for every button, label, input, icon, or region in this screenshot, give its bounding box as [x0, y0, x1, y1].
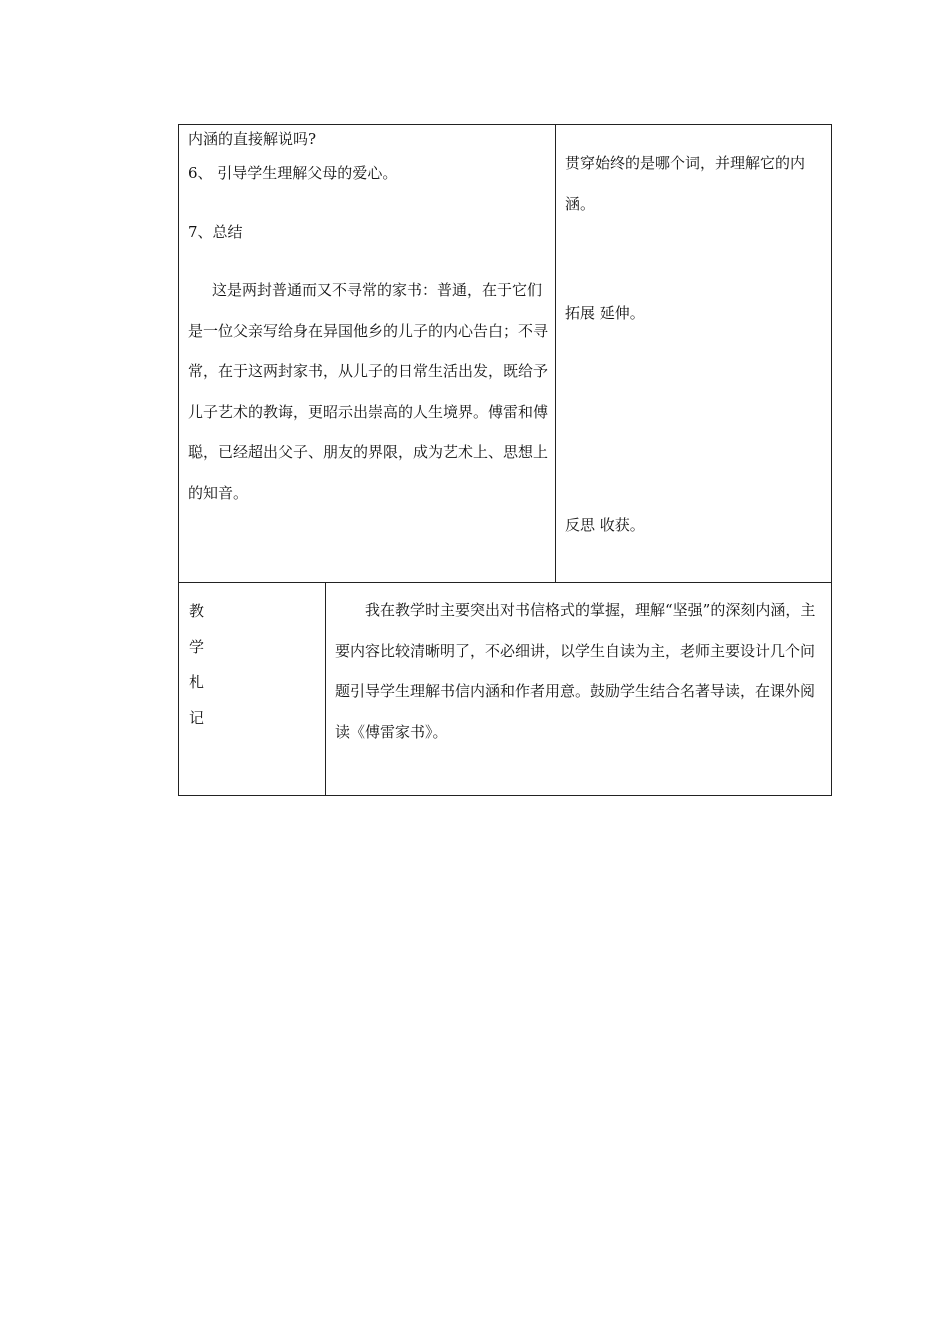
continued-question-line: 内涵的直接解说吗?: [188, 130, 317, 148]
student-activity-cell: [556, 125, 831, 582]
notes-label-char: 学: [189, 638, 205, 656]
step-6-text: 6、 引导学生理解父母的爱心。: [188, 164, 398, 182]
teaching-process-row: [179, 125, 831, 583]
notes-label-char: 教: [189, 602, 205, 620]
extension-label: 拓展 延伸。: [565, 304, 645, 322]
teaching-notes-cell: [326, 583, 831, 795]
key-word-question: 贯穿始终的是哪个词，并理解它的内涵。: [565, 154, 806, 213]
lesson-plan-table: [178, 124, 832, 796]
teaching-notes-text: 我在教学时主要突出对书信格式的掌握，理解“坚强”的深刻内涵，主要内容比较清晰明了，不必细讲，以学生自读为主，老师主要设计几个问题引导学生理解书信内涵和作者用意。鼓励学生结合名著导读，在课外阅读《傅雷家书》。: [335, 601, 816, 741]
notes-label-char: 记: [189, 709, 205, 727]
step-7-heading: 7、总结: [188, 223, 243, 241]
summary-paragraph: 这是两封普通而又不寻常的家书：普通，在于它们是一位父亲写给身在异国他乡的儿子的内心告白；不寻常，在于这两封家书，从儿子的日常生活出发，既给予儿子艺术的教诲，更昭示出崇高的人生境界。傅雷和傅聪，已经超出父子、朋友的界限，成为艺术上、思想上的知音。: [188, 281, 549, 502]
teaching-notes-row: [179, 583, 831, 795]
teaching-steps-cell: [179, 125, 556, 582]
reflection-label: 反思 收获。: [565, 516, 645, 534]
teaching-notes-label: [179, 583, 326, 795]
notes-label-char: 札: [189, 673, 205, 691]
